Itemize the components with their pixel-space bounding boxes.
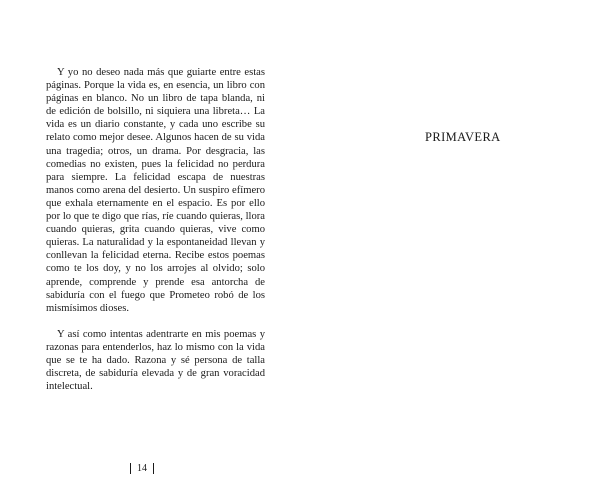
section-title: PRIMAVERA <box>425 130 501 144</box>
folio-right-rule <box>153 463 154 474</box>
body-text <box>46 66 265 393</box>
right-page <box>300 0 600 503</box>
page-number-text: 14 <box>137 462 147 474</box>
folio-left-rule <box>130 463 131 474</box>
paragraph-1: Y yo no deseo nada más que guiarte entre estas páginas. Porque la vida es, en esencia, un libro con páginas en blanco. No un libro de tapa blanda, ni de edición de bolsillo, ni siquiera una libreta… La vida es un diario constante, y cada uno escribe su relato como mejor desee. Algunos hacen de su vida una tragedia; otros, un drama. Por desgracia, las comedias no existen, pues la felicidad no perdura para siempre. La felicidad escapa de nuestras manos como arena del desierto. Un suspiro efímero que exhala eternamente en el espacio. Es por ello por lo que te digo que rías, ríe cuando quieras, llora cuando quieras, grita cuando quieras, vive como quieras. La naturalidad y la espontaneidad llevan y conllevan la felicidad eterna. Recibe estos poemas como te los doy, y no los arrojes al olvido; solo aprende, comprende y prende esa antorcha de sabiduría con el fuego que Prometeo robó de los mismísimos dioses. <box>46 67 265 314</box>
page-number <box>130 461 154 475</box>
paragraph-2: Y así como intentas adentrarte en mis poemas y razonas para entenderlos, haz lo mismo con la vida que se te ha dado. Razona y sé persona de talla discreta, de sabiduría elevada y de gran voracidad intelectual. <box>46 328 265 393</box>
